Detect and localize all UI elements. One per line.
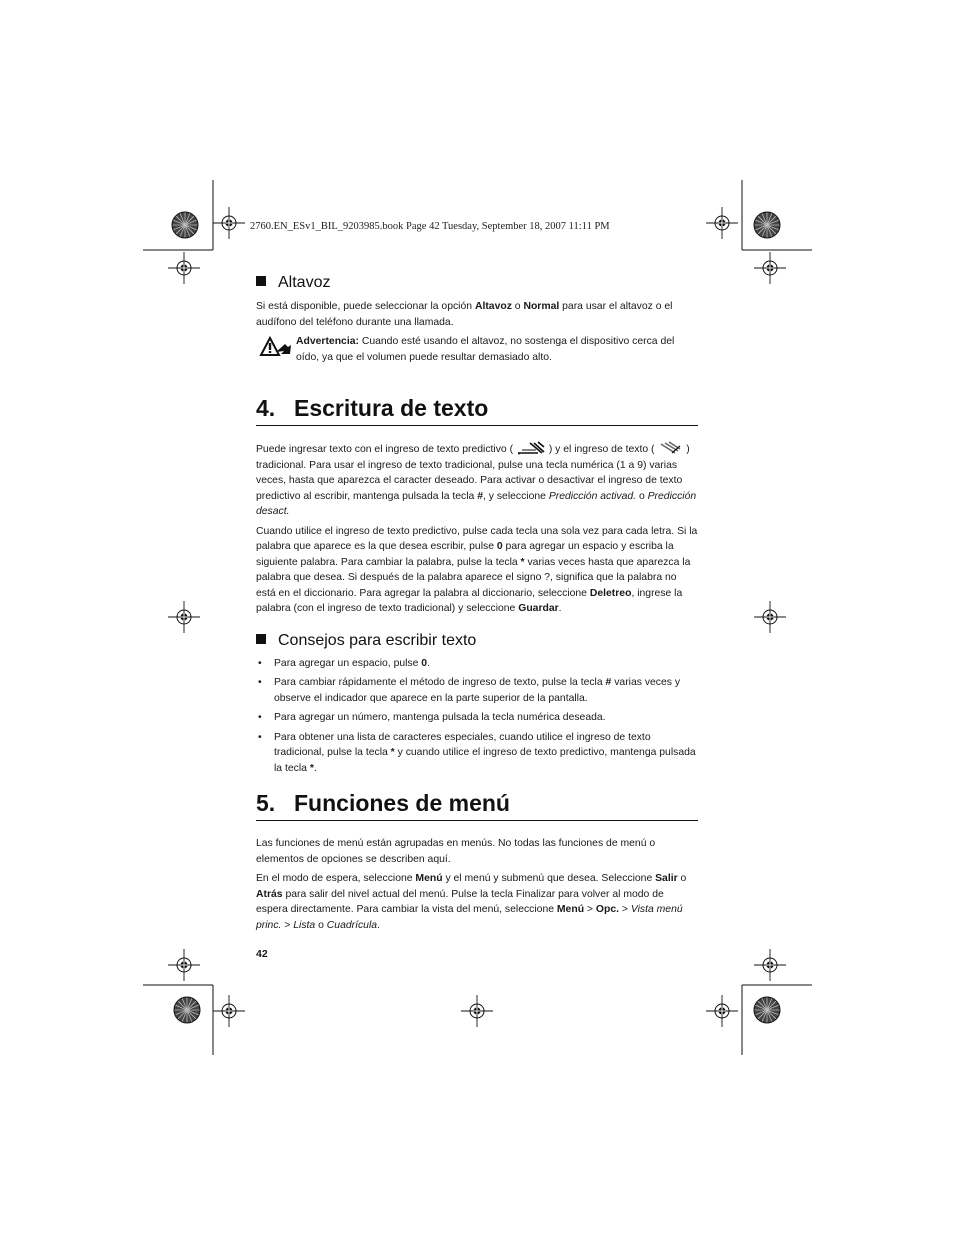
option-prediccion-activad: Predicción activad.	[548, 490, 637, 502]
section-4-paragraph-1	[256, 441, 698, 520]
text: >	[281, 919, 294, 931]
text: para agregar un espacio y escriba la siguiente palabra. Para cambiar la palabra, pulse la tecla	[256, 541, 674, 568]
key-hash: #	[605, 677, 612, 688]
option-menu: Menú	[415, 873, 443, 884]
altavoz-heading	[256, 273, 698, 293]
option-normal: Normal	[523, 301, 560, 312]
option-menu: Menú	[556, 904, 585, 915]
option-vista-menu-princ: Vista menú princ.	[256, 904, 683, 931]
option-salir: Salir	[655, 873, 678, 884]
option-altavoz: Altavoz	[474, 301, 512, 312]
text: Para cambiar rápidamente el método de ingreso de texto, pulse la tecla	[274, 677, 606, 688]
text: Puede ingresar texto con el ingreso de texto predictivo (	[256, 444, 514, 455]
page-number: 42	[256, 948, 268, 960]
text: y cuando utilice el ingreso de texto predictivo, mantenga pulsada la tecla	[274, 747, 696, 774]
section-5-paragraph-1: Las funciones de menú están agrupadas en menús. No todas las funciones de menú o elementos de opciones se describen aquí.	[256, 838, 656, 865]
text: para salir del nivel actual del menú. Pulse la tecla Finalizar para volver al modo de espera directamente. Para cambiar la vista del menú, seleccione	[256, 888, 664, 915]
text: y el menú y submenú que desea. Seleccione	[442, 873, 656, 884]
altavoz-title: Altavoz	[278, 274, 331, 291]
section-5-paragraph-2	[256, 871, 698, 933]
text: Cuando esté usando el altavoz, no sostenga el dispositivo cerca del oído, ya que el volumen puede resultar demasiado alto.	[296, 336, 675, 363]
text: o	[315, 919, 327, 931]
key-0: 0	[421, 657, 428, 669]
text: .	[377, 919, 380, 931]
text: o	[677, 873, 687, 884]
section-title: Funciones de menú	[294, 790, 510, 816]
text: para usar el altavoz o el audífono del teléfono durante una llamada.	[256, 301, 673, 328]
section-title: Escritura de texto	[294, 395, 489, 421]
print-file-header: 2760.EN_ESv1_BIL_9203985.book Page 42 Tuesday, September 18, 2007 11:11 PM	[250, 221, 610, 232]
list-item	[256, 730, 698, 777]
section-number: 5.	[256, 790, 276, 816]
warning-icon	[256, 335, 296, 357]
option-cuadricula: Cuadrícula	[326, 919, 378, 931]
list-item	[256, 656, 698, 672]
option-guardar: Guardar	[518, 603, 559, 614]
altavoz-section	[256, 273, 698, 365]
text: , ingrese la palabra (con el ingreso de texto tradicional) y seleccione	[256, 587, 683, 614]
option-atras: Atrás	[256, 888, 283, 900]
text: >	[619, 904, 631, 915]
text: o	[636, 490, 648, 502]
text: .	[558, 603, 562, 614]
text: ) tradicional. Para usar el ingreso de texto tradicional, pulse una tecla numérica (1 a 9) varias veces, hasta que aparezca el caracter deseado. Para activar o desactivar el ingreso de texto predictivo al escribir, mantenga pulsada la tecla	[256, 444, 690, 502]
key-0: 0	[496, 541, 503, 552]
predictive-text-icon	[516, 441, 546, 455]
text: .	[427, 657, 430, 669]
text: Cuando utilice el ingreso de texto predictivo, pulse cada tecla una sola vez para cada letra. Si la palabra que aparece es la que desea escribir, pulse	[256, 525, 698, 552]
tips-title: Consejos para escribir texto	[278, 631, 477, 649]
list-item	[256, 675, 698, 706]
section-number: 4.	[256, 395, 276, 421]
square-bullet-icon	[256, 276, 266, 286]
text: Para agregar un espacio, pulse	[274, 657, 422, 669]
text: Si está disponible, puede seleccionar la opción	[256, 301, 475, 312]
warning-text	[296, 334, 698, 365]
traditional-text-icon	[657, 441, 683, 455]
section-4-paragraph-2	[256, 524, 698, 617]
option-opc: Opc.	[595, 904, 619, 915]
text: >	[584, 904, 596, 915]
tips-list	[256, 656, 698, 777]
option-lista: Lista	[293, 919, 316, 931]
text: ) y el ingreso de texto (	[548, 444, 655, 455]
key-star: *	[390, 747, 395, 758]
key-star: *	[309, 762, 314, 774]
option-deletreo: Deletreo	[589, 587, 632, 599]
text: En el modo de espera, seleccione	[256, 873, 416, 884]
section-4-heading	[256, 394, 698, 426]
option-prediccion-desact: Predicción desact.	[256, 490, 697, 517]
square-bullet-icon	[256, 634, 266, 644]
text: varias veces y observe el indicador que aparece en la parte superior de la pantalla.	[274, 677, 681, 704]
section-5	[256, 789, 698, 937]
text: varias veces hasta que aparezca la palabra que desea. Si después de la palabra aparece el signo ?, significa que la palabra no está en el diccionario. Para agregar la palabra al diccionario, seleccione	[256, 556, 691, 599]
key-hash: #	[477, 490, 483, 502]
text: .	[313, 762, 317, 774]
text: , y seleccione	[483, 490, 549, 502]
section-4	[256, 394, 698, 780]
key-star: *	[520, 556, 525, 568]
list-item	[256, 710, 698, 726]
warning-label: Advertencia:	[296, 336, 359, 347]
tips-heading	[256, 631, 698, 651]
text: Para obtener una lista de caracteres especiales, cuando utilice el ingreso de texto tradicional, pulse la tecla	[274, 731, 651, 758]
warning-note	[256, 334, 698, 365]
altavoz-paragraph	[256, 299, 698, 330]
text: Para agregar un número, mantenga pulsada la tecla numérica deseada.	[274, 712, 606, 723]
text: o	[511, 301, 524, 312]
section-5-heading	[256, 789, 698, 821]
